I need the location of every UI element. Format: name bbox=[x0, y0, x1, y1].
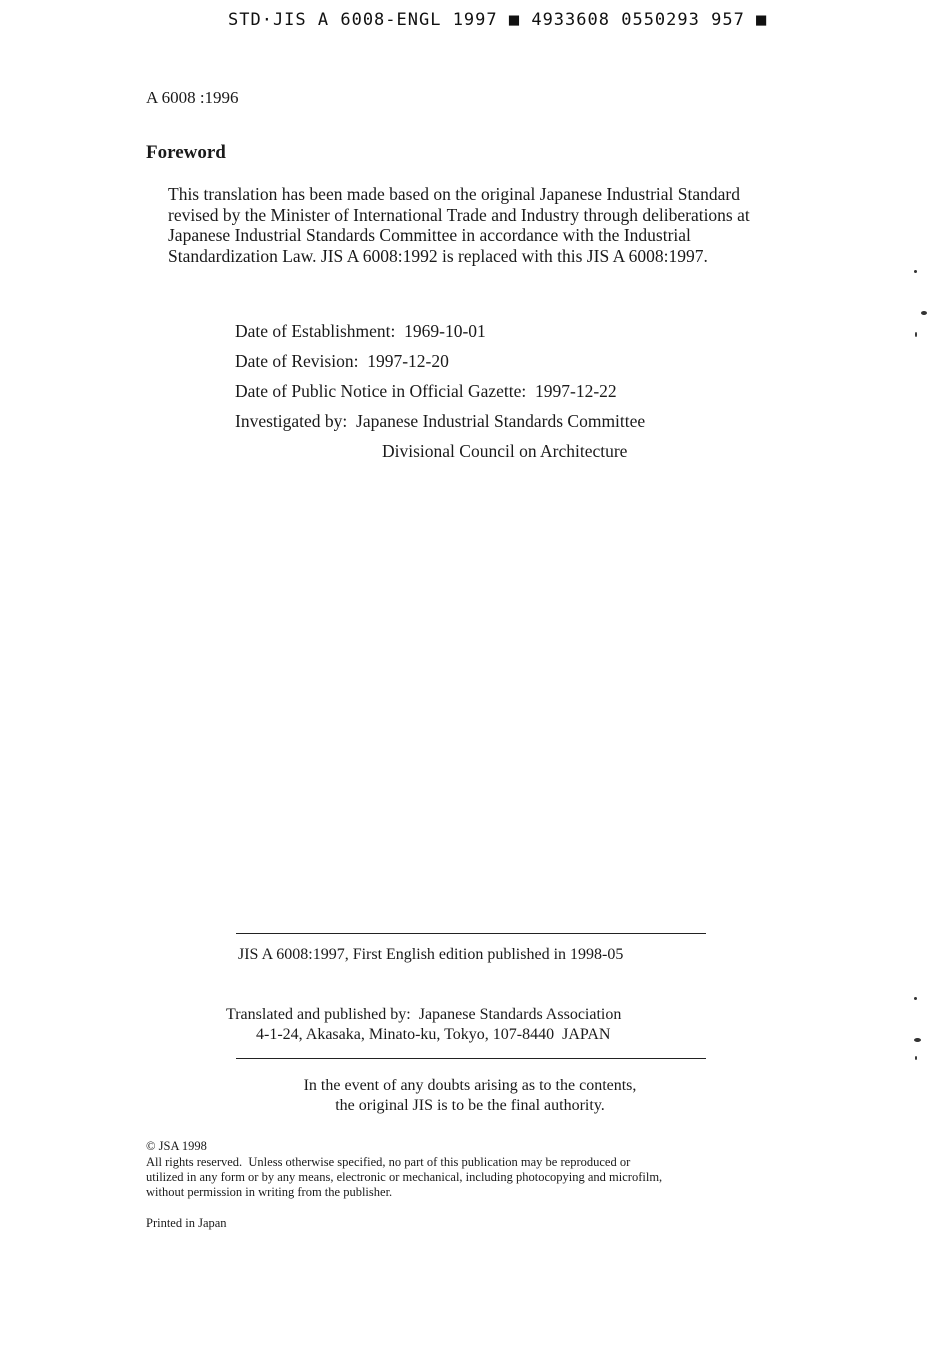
divisional-council: Divisional Council on Architecture bbox=[382, 441, 628, 461]
scan-speck bbox=[914, 997, 917, 1000]
printed-in: Printed in Japan bbox=[146, 1216, 227, 1230]
date-public-notice: Date of Public Notice in Official Gazette: 1997-12-22 bbox=[235, 381, 617, 401]
authority-notice-line-1: In the event of any doubts arising as to the contents, bbox=[303, 1077, 637, 1094]
date-establishment: Date of Establishment: 1969-10-01 bbox=[235, 321, 486, 341]
standard-number: A 6008 :1996 bbox=[146, 88, 239, 107]
authority-notice bbox=[200, 1076, 740, 1116]
scan-speck bbox=[915, 332, 917, 337]
publisher-line: Translated and published by: Japanese Standards Association bbox=[226, 1006, 622, 1023]
scan-speck bbox=[914, 1038, 921, 1042]
rights-line-1: All rights reserved. Unless otherwise specified, no part of this publication may be reproduced or bbox=[146, 1155, 631, 1169]
footer-bottom-rule bbox=[236, 1058, 706, 1059]
copyright-notice: © JSA 1998 bbox=[146, 1139, 207, 1153]
rights-line-3: without permission in writing from the publisher. bbox=[146, 1185, 393, 1199]
dates-block bbox=[235, 320, 645, 470]
rights-line-2: utilized in any form or by any means, electronic or mechanical, including photocopying and microfilm, bbox=[146, 1170, 663, 1184]
rights-statement bbox=[146, 1155, 786, 1200]
scan-speck bbox=[914, 270, 917, 273]
footer-top-rule bbox=[236, 933, 706, 934]
scan-speck bbox=[921, 311, 927, 315]
date-revision: Date of Revision: 1997-12-20 bbox=[235, 351, 449, 371]
edition-line: JIS A 6008:1997, First English edition published in 1998-05 bbox=[238, 946, 624, 963]
authority-notice-line-2: the original JIS is to be the final authority. bbox=[335, 1097, 605, 1114]
foreword-paragraph: This translation has been made based on the original Japanese Industrial Standard revised by the Minister of International Trade and Industry through deliberations at Japanese Industrial Standards Committee in accordance with the Industrial Standardization Law. JIS A 6008:1992 is replaced with this JIS A 6008:1997. bbox=[168, 184, 750, 266]
investigated-by: Investigated by: Japanese Industrial Standards Committee bbox=[235, 411, 646, 431]
scan-speck bbox=[915, 1056, 917, 1060]
foreword-heading: Foreword bbox=[146, 142, 226, 163]
publisher-address: 4-1-24, Akasaka, Minato-ku, Tokyo, 107-8440 JAPAN bbox=[256, 1026, 611, 1043]
catalog-header-line: STD·JIS A 6008-ENGL 1997 ■ 4933608 0550293 957 ■ bbox=[228, 10, 768, 30]
